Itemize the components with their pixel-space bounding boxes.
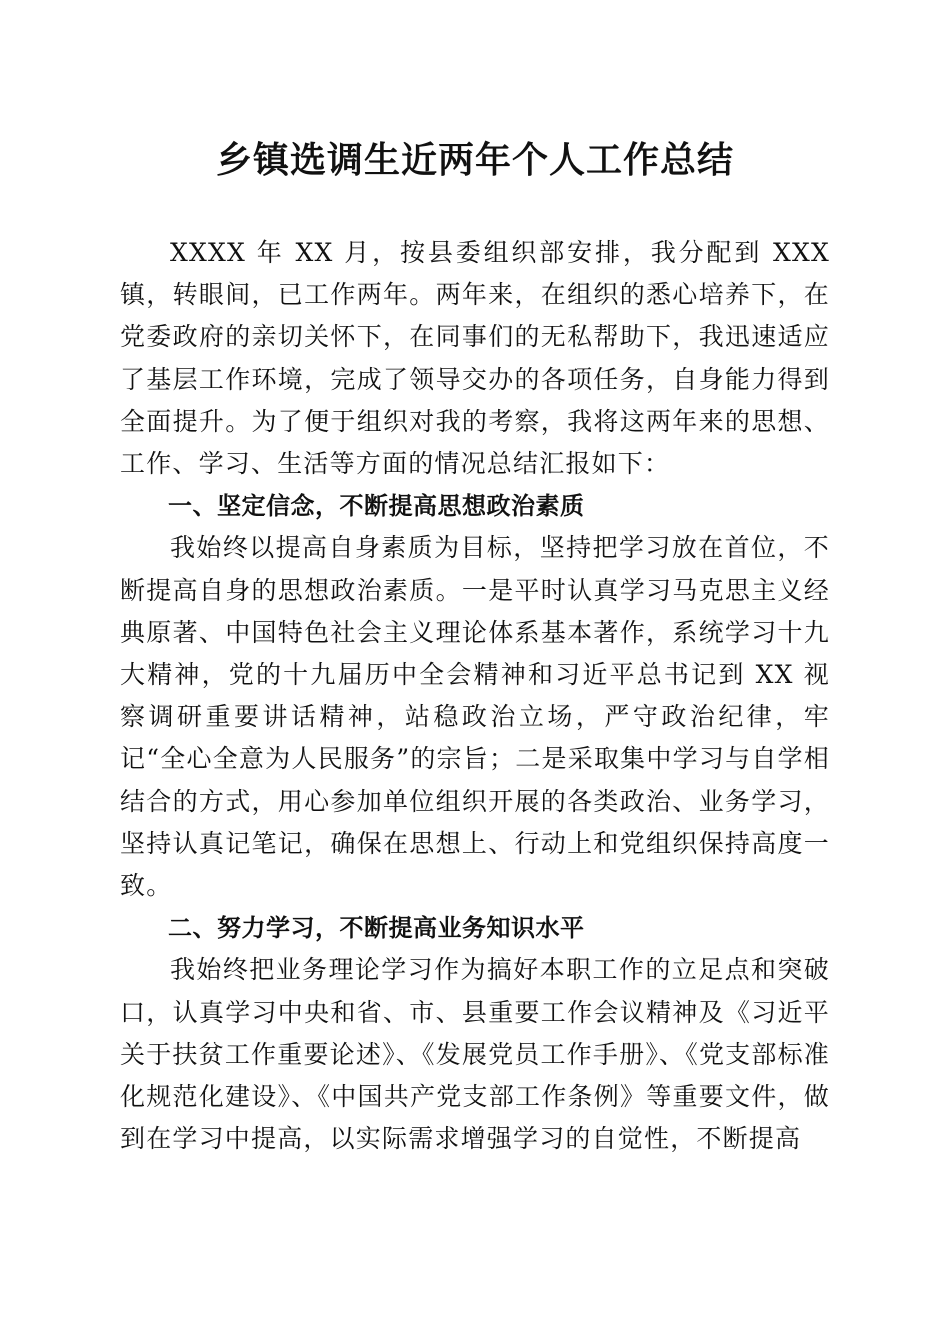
document-body: [120, 232, 830, 1160]
section-1-paragraph: 我始终以提高自身素质为目标，坚持把学习放在首位，不断提高自身的思想政治素质。一是平时认真学习马克思主义经典原著、中国特色社会主义理论体系基本著作，系统学习十九大精神，党的十九届历中全会精神和习近平总书记到 XX 视察调研重要讲话精神，站稳政治立场，严守政治纪律，牢记“全心全意为人民服务”的宗旨；二是采取集中学习与自学相结合的方式，用心参加单位组织开展的各类政治、业务学习，坚持认真记笔记，确保在思想上、行动上和党组织保持高度一致。: [120, 533, 830, 901]
intro-paragraph: XXXX 年 XX 月，按县委组织部安排，我分配到 XXX 镇，转眼间，已工作两年。两年来，在组织的悉心培养下，在党委政府的亲切关怀下，在同事们的无私帮助下，我迅速适应了基层工作环境，完成了领导交办的各项任务，自身能力得到全面提升。为了便于组织对我的考察，我将这两年来的思想、工作、学习、生活等方面的情况总结汇报如下：: [120, 238, 830, 479]
section-heading-1: 一、坚定信念，不断提高思想政治素质: [168, 492, 585, 521]
document-title: 乡镇选调生近两年个人工作总结: [215, 139, 734, 181]
section-2-paragraph: 我始终把业务理论学习作为搞好本职工作的立足点和突破口，认真学习中央和省、市、县重要工作会议精神及《习近平关于扶贫工作重要论述》、《发展党员工作手册》、《党支部标准化规范化建设》、《中国共产党支部工作条例》等重要文件，做到在学习中提高，以实际需求增强学习的自觉性，不断提高: [120, 955, 830, 1154]
section-heading-2: 二、努力学习，不断提高业务知识水平: [168, 914, 585, 943]
